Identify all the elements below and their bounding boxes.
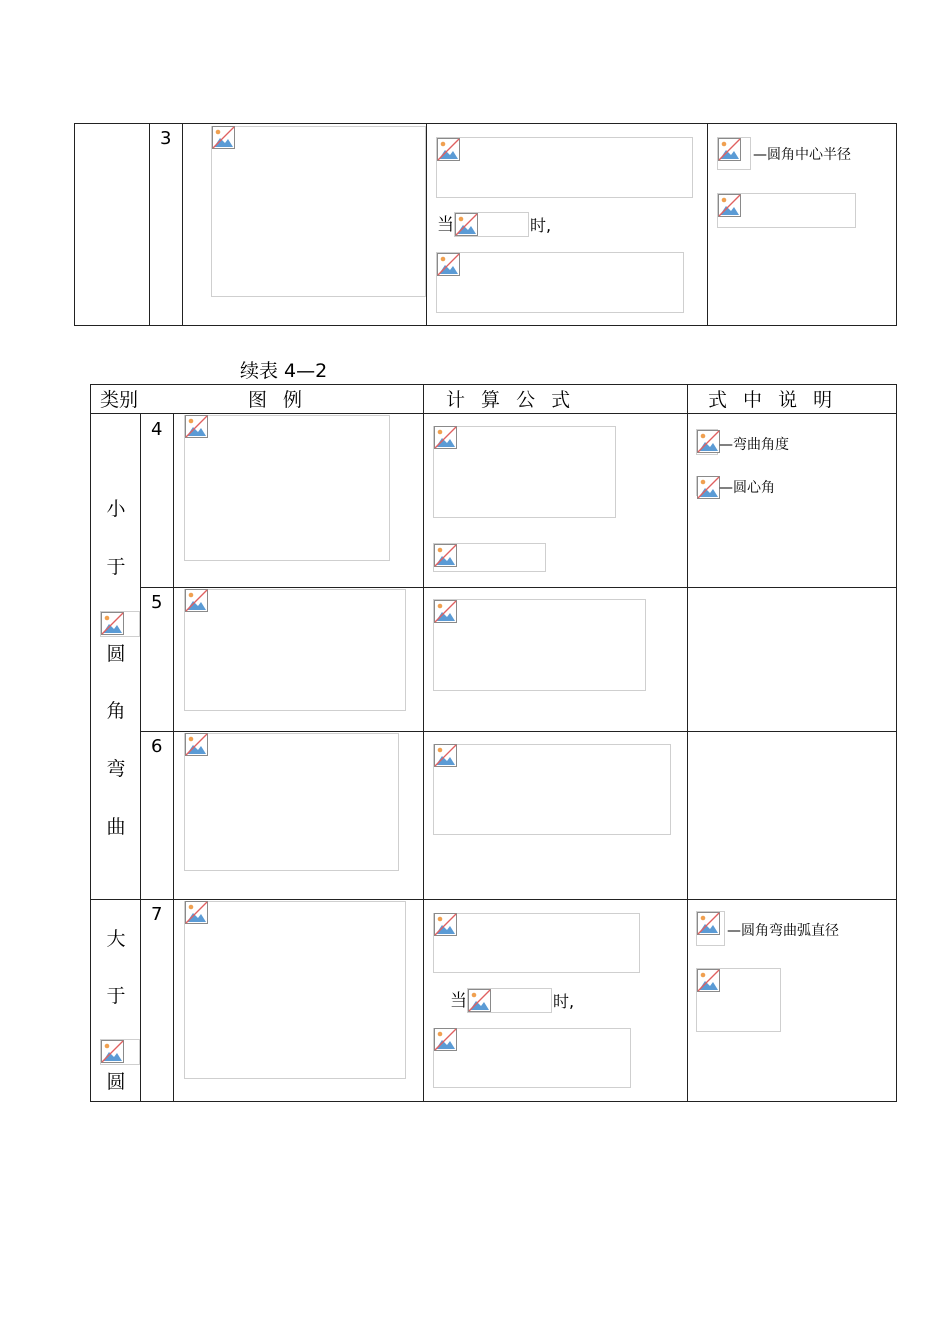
broken-image-icon	[185, 589, 208, 612]
broken-image-icon	[718, 138, 741, 161]
formula-when-prefix: 当	[437, 215, 454, 235]
formula-box-3a	[436, 137, 693, 198]
broken-image-icon	[212, 126, 235, 149]
category-char: 于	[106, 985, 126, 1007]
header-illustration: 图 例	[248, 389, 308, 411]
illustration-frame-7	[184, 901, 406, 1079]
note-radius: —圆角中心半径	[753, 147, 851, 163]
formula-when-prefix: 当	[450, 991, 467, 1011]
formula-when-suffix: 时,	[553, 992, 575, 1011]
illustration-frame-6	[184, 733, 399, 871]
formula-box-3b	[436, 252, 684, 313]
category-char: 小	[106, 498, 126, 520]
formula-box-5	[433, 599, 646, 691]
broken-image-icon	[697, 912, 720, 935]
row-number-5: 5	[151, 592, 163, 613]
header-formula: 计 算 公 式	[446, 389, 576, 411]
broken-image-icon	[697, 476, 720, 499]
formula-box-4a	[433, 426, 616, 518]
row-number-4: 4	[151, 419, 163, 440]
note-bend-angle: —弯曲角度	[719, 437, 789, 453]
broken-image-icon	[434, 1028, 457, 1051]
broken-image-icon	[185, 415, 208, 438]
broken-image-icon	[434, 426, 457, 449]
category-char: 角	[106, 700, 126, 722]
row-number-6: 6	[151, 736, 163, 757]
broken-image-icon	[434, 600, 457, 623]
illustration-frame-5	[184, 589, 406, 711]
category-char: 于	[106, 556, 126, 578]
formula-when-suffix: 时,	[530, 216, 552, 235]
row-number-7: 7	[151, 904, 163, 925]
broken-image-icon	[718, 194, 741, 217]
broken-image-icon	[101, 612, 124, 635]
table-caption: 续表 4—2	[240, 360, 328, 382]
category-char: 圆	[106, 1071, 126, 1093]
category-char: 弯	[106, 758, 126, 780]
header-category: 类别	[100, 389, 139, 411]
illustration-frame-3	[211, 126, 426, 297]
row-number-3: 3	[160, 128, 172, 149]
formula-box-6	[433, 744, 671, 835]
broken-image-icon	[101, 1040, 124, 1063]
category-char: 圆	[106, 643, 126, 665]
broken-image-icon	[434, 744, 457, 767]
broken-image-icon	[468, 989, 491, 1012]
broken-image-icon	[434, 544, 457, 567]
broken-image-icon	[185, 901, 208, 924]
broken-image-icon	[437, 138, 460, 161]
note-arc-diameter: —圆角弯曲弧直径	[727, 923, 839, 939]
header-explanation: 式 中 说 明	[708, 389, 838, 411]
broken-image-icon	[697, 969, 720, 992]
broken-image-icon	[185, 733, 208, 756]
note-central-angle: —圆心角	[719, 480, 775, 496]
broken-image-icon	[455, 213, 478, 236]
broken-image-icon	[437, 253, 460, 276]
broken-image-icon	[697, 430, 720, 453]
illustration-frame-4	[184, 415, 390, 561]
broken-image-icon	[434, 913, 457, 936]
category-char: 大	[106, 928, 126, 950]
formula-box-7a	[433, 913, 640, 973]
formula-box-7b	[433, 1028, 631, 1088]
category-char: 曲	[106, 816, 126, 838]
